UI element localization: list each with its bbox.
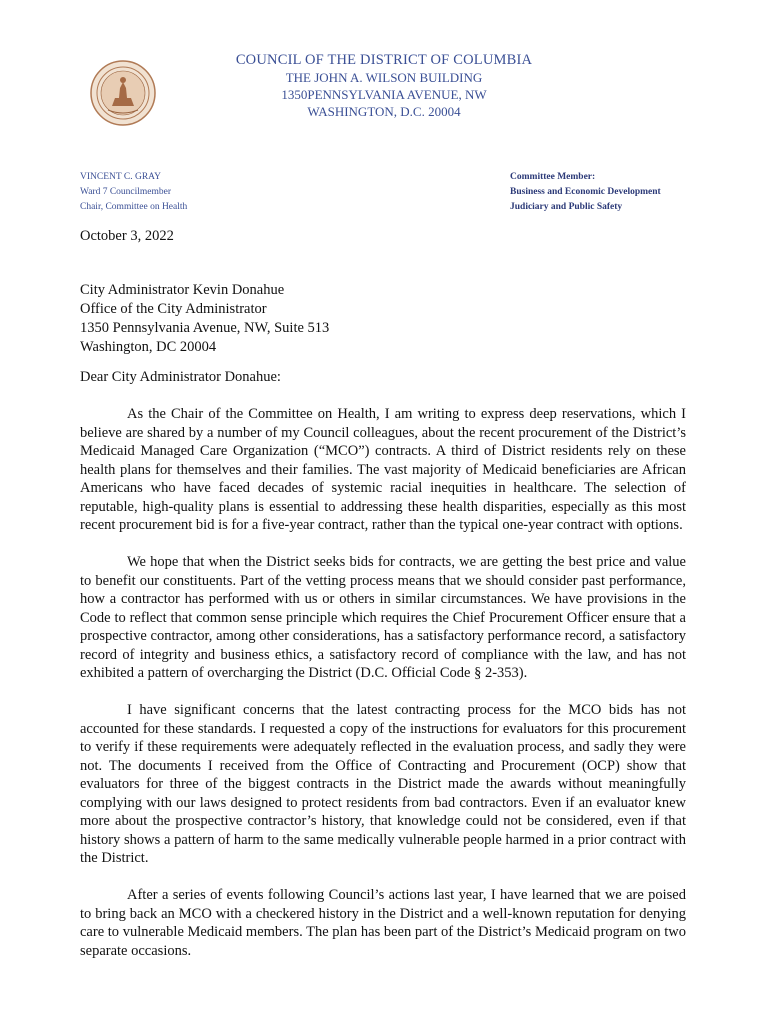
body-paragraph: I have significant concerns that the latest contracting process for the MCO bids has not accounted for these standards. I requested a copy of the instructions for evaluators for this procurement to verify if these requirements were adequately reflected in the evaluation process, and sadly they were not. The documents I received from the Office of Contracting and Procurement (OCP) show that evaluators for three of the biggest contracts in the District made the awards without meaningfully complying with our laws designed to protect residents from bad contractors. Even if an evaluator knew more about the prospective contractor’s history, that knowledge could not be considered, even if that history shows a pattern of harm to the same medically vulnerable people harmed in a prior contract with the District. [80,702,686,866]
body-paragraph: As the Chair of the Committee on Health, I am writing to express deep reservations, which I believe are shared by a number of my Council colleagues, about the recent procurement of the District’s Medicaid Managed Care Organization (“MCO”) contracts. A third of District residents rely on these health plans for themselves and their families. The vast majority of Medicaid beneficiaries are African Americans who have faced decades of systemic racial inequities in healthcare. The selection of reputable, high-quality plans is essential to addressing these health disparities, especially as this most recent procurement bid is for a five-year contract, rather than the typical one-year contract with options. [80,406,686,533]
sender-chair: Chair, Committee on Health [80,202,188,212]
recipient-address [80,281,329,357]
sender-block [80,170,187,215]
letter-date: October 3, 2022 [80,228,174,244]
recipient-line: City Administrator Kevin Donahue [80,282,285,298]
building-name: THE JOHN A. WILSON BUILDING [285,70,483,85]
committee-block [510,170,661,215]
council-title: COUNCIL OF THE DISTRICT OF COLUMBIA [235,52,533,68]
letter-body [80,405,686,979]
body-paragraph: We hope that when the District seeks bids for contracts, we are getting the best price and value to benefit our constituents. Part of the vetting process means that we should consider past performance, how a contractor has performed with us or others in similar circumstances. We have provisions in the Code to reflect that common sense principle which requires the Chief Procurement Officer ensure that a prospective contractor, among other considerations, has a satisfactory performance record, a satisfactory record of integrity and business ethics, a satisfactory record of compliance with the law, and has not exhibited a pattern of overcharging the District (D.C. Official Code § 2-353). [80,554,686,681]
city-address: WASHINGTON, D.C. 20004 [307,104,461,119]
body-paragraph: After a series of events following Council’s actions last year, I have learned that we are poised to bring back an MCO with a checkered history in the District and a well-known reputation for denying care to vulnerable Medicaid members. The plan has been part of the District’s Medicaid program on two separate occasions. [80,887,686,959]
sender-ward: Ward 7 Councilmember [80,187,172,197]
street-address: 1350PENNSYLVANIA AVENUE, NW [281,87,487,102]
recipient-line: Washington, DC 20004 [80,339,217,355]
committee-item: Judiciary and Public Safety [510,202,623,212]
committee-heading: Committee Member: [510,172,596,182]
recipient-line: 1350 Pennsylvania Avenue, NW, Suite 513 [80,320,330,336]
committee-item: Business and Economic Development [510,187,661,197]
recipient-line: Office of the City Administrator [80,301,267,317]
salutation: Dear City Administrator Donahue: [80,369,281,385]
sender-name: VINCENT C. GRAY [80,172,162,182]
